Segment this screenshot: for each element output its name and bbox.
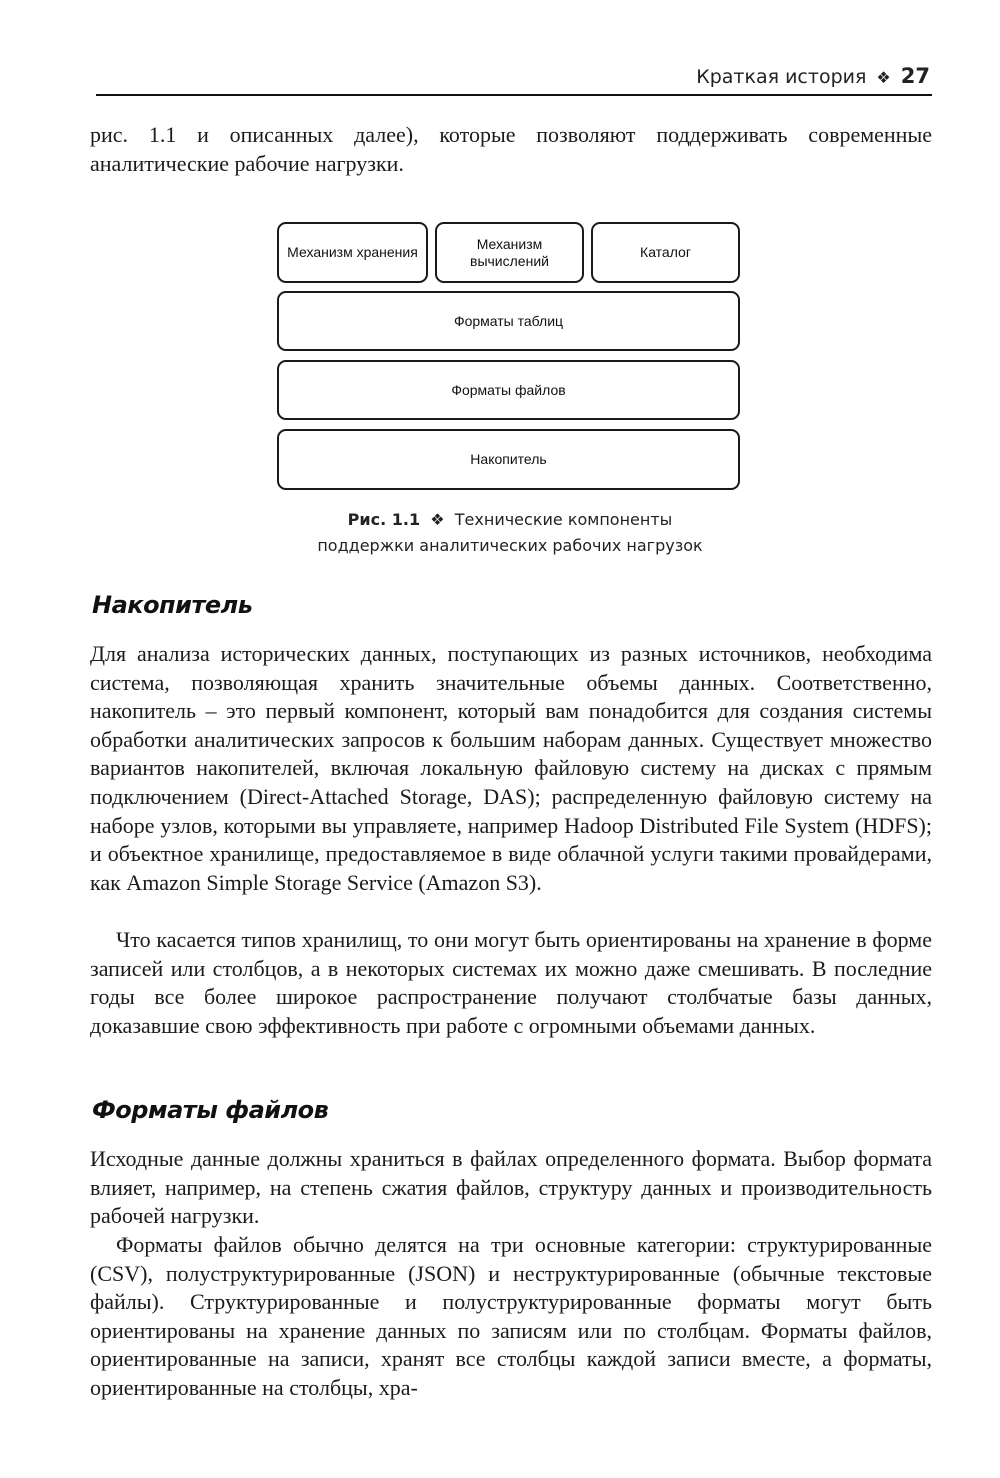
body-paragraph: Исходные данные должны храниться в файлах определенного формата. Выбор формата влияет, например, на степень сжатия файлов, структуру данных и производительность рабочей нагрузки. (90, 1146, 932, 1229)
box-label: Механизм (476, 235, 543, 252)
body-paragraph: Что касается типов хранилищ, то они могут быть ориентированы на хранение в форме записей или столбцов, а в некоторых системах их можно даже смешивать. В последние годы все более широкое распространение получают столбчатые базы данных, доказавшие свою эффективность при работе с огромными объемами данных. (90, 927, 932, 1038)
box-label: Накопитель (470, 451, 547, 467)
box-label: Каталог (640, 244, 691, 260)
ornament-icon: ❖ (876, 68, 891, 87)
box-label: Механизм хранения (287, 244, 418, 260)
diagram-box-table-formats (277, 291, 740, 351)
running-header (96, 62, 932, 96)
caption-label: Рис. 1.1 (347, 510, 421, 529)
box-label: Форматы таблиц (453, 312, 564, 329)
intro-paragraph: рис. 1.1 и описанных далее), которые позволяют поддерживать современные аналитические рабочие нагрузки. (90, 122, 932, 176)
diagram-box-file-formats (277, 360, 740, 420)
body-paragraph: Форматы файлов обычно делятся на три основные категории: структурированные (CSV), полуструктурированные (JSON) и неструктурированные (обычные текстовые файлы). Структурированные и полуструктурированные форматы могут быть ориентированы на хранение данных по записям или по столбцам. Форматы файлов, ориентированные на записи, хранят все столбцы каждой записи вместе, а форматы, ориентированные на столбцы, хра- (90, 1232, 932, 1400)
diagram-box-compute-engine (435, 222, 584, 283)
figure-caption (250, 507, 770, 559)
caption-text-line1: Технические компоненты (454, 510, 673, 529)
box-label: вычислений (470, 252, 549, 269)
box-label: Форматы файлов (451, 381, 566, 398)
body-paragraph: Для анализа исторических данных, поступающих из разных источников, необходима система, позволяющая хранить значительные объемы данных. Соответственно, накопитель – это первый компонент, который вам понадобится для создания системы обработки аналитических запросов к большим наборам данных. Существует множество вариантов накопителей, включая локальную файловую систему на дисках с прямым подключением (Direct-Attached Storage, DAS); распределенную файловую систему на наборе узлов, которыми вы управляете, например Hadoop Distributed File System (HDFS); и объектное хранилище, предоставляемое в виде облачной услуги такими провайдерами, как Amazon Simple Storage Service (Amazon S3). (90, 641, 932, 895)
diagram-box-storage (277, 429, 740, 490)
page-number: 27 (900, 64, 930, 88)
running-header-title: Краткая история (696, 66, 867, 88)
section-heading-storage: Накопитель (92, 591, 253, 619)
ornament-icon: ❖ (430, 510, 445, 529)
diagram-box-catalog (591, 222, 740, 283)
diagram-box-storage-engine (277, 222, 428, 283)
section-heading-file-formats: Форматы файлов (92, 1096, 329, 1124)
caption-text-line2: поддержки аналитических рабочих нагрузок (317, 536, 703, 555)
